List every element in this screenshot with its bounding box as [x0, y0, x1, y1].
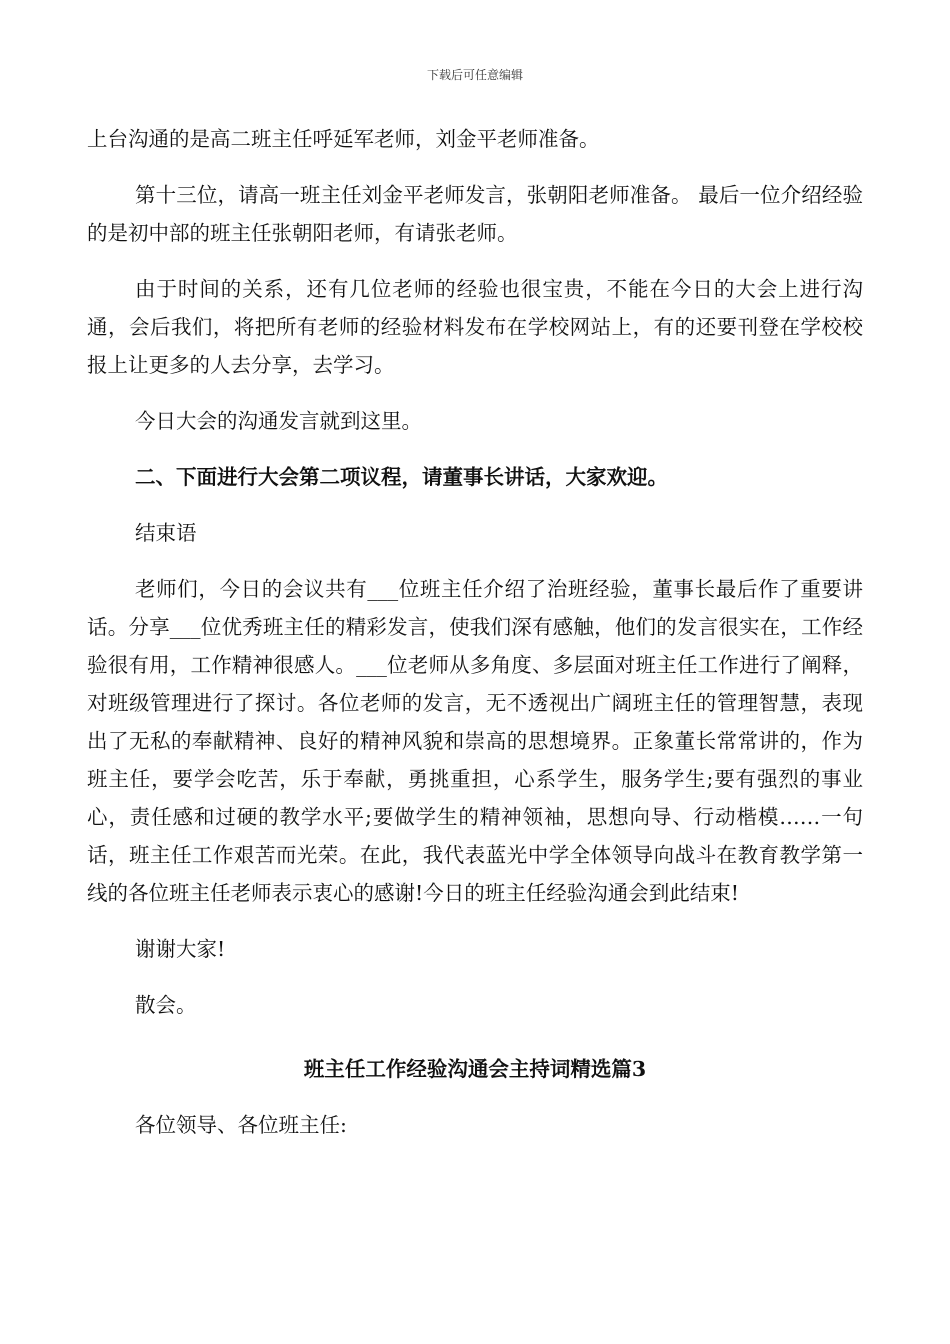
section-title-part-3: 班主任工作经验沟通会主持词精选篇3 — [303, 1057, 647, 1081]
paragraph-speaker-13: 第十三位，请高一班主任刘金平老师发言，张朝阳老师准备。 最后一位介绍经验的是初中部的班主任张朝阳老师，有请张老师。 — [87, 183, 863, 245]
document-body — [87, 120, 863, 1162]
paragraph-continuation: 上台沟通的是高二班主任呼延军老师，刘金平老师准备。 — [87, 127, 600, 151]
paragraph-thanks: 谢谢大家! — [135, 937, 226, 961]
paragraph-salutation: 各位领导、各位班主任: — [135, 1113, 347, 1137]
paragraph-time-note: 由于时间的关系，还有几位老师的经验也很宝贵，不能在今日的大会上进行沟通，会后我们，将把所有老师的经验材料发布在学校网站上，有的还要刊登在学校校报上让更多的人去分享，去学习。 — [87, 277, 863, 377]
page-header-note: 下载后可任意编辑 — [426, 68, 523, 82]
section-label-conclusion: 结束语 — [135, 521, 197, 545]
paragraph-adjourn: 散会。 — [135, 993, 197, 1017]
paragraph-closing-remark: 今日大会的沟通发言就到这里。 — [135, 409, 422, 433]
agenda-item-two: 二、下面进行大会第二项议程，请董事长讲话，大家欢迎。 — [135, 465, 668, 489]
paragraph-conclusion: 老师们，今日的会议共有___位班主任介绍了治班经验，董事长最后作了重要讲话。分享___位优秀班主任的精彩发言，使我们深有感触，他们的发言很实在，工作经验很有用，工作精神很感人。___位老师从多角度、多层面对班主任工作进行了阐释，对班级管理进行了探讨。各位老师的发言，无不透视出广阔班主任的管理智慧，表现出了无私的奉献精神、良好的精神风貌和崇高的思想境界。正象董长常常讲的，作为班主任，要学会吃苦，乐于奉献，勇挑重担，心系学生，服务学生;要有强烈的事业心，责任感和过硬的教学水平;要做学生的精神领袖，思想向导、行动楷模……一句话，班主任工作艰苦而光荣。在此，我代表蓝光中学全体领导向战斗在教育教学第一线的各位班主任老师表示衷心的感谢!今日的班主任经验沟通会到此结束! — [87, 577, 863, 905]
